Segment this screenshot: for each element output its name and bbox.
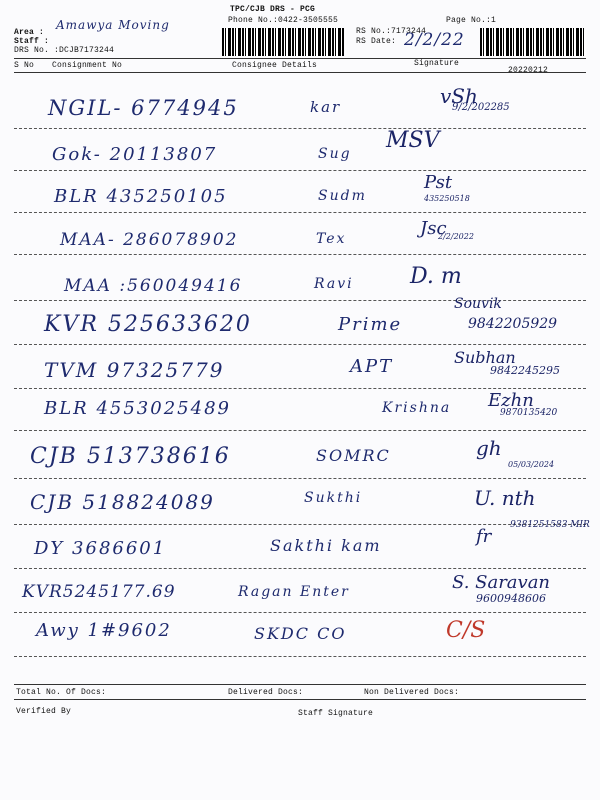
row-5-consignment: MAA :560049416 xyxy=(64,276,243,296)
phone-number: Phone No.:0422-3505555 xyxy=(228,16,339,25)
staff-label: Staff : xyxy=(14,37,50,46)
row-2-rule xyxy=(14,170,586,171)
rs-date-label: RS Date: xyxy=(356,37,397,46)
row-2-signature: MSV xyxy=(386,128,440,153)
row-3-rule xyxy=(14,212,586,213)
row-2-consignee: Sug xyxy=(318,146,352,162)
row-5-consignee: Ravi xyxy=(314,276,354,292)
row-8-consignee: Krishna xyxy=(382,400,452,416)
row-10-consignee: Sukthi xyxy=(304,490,363,506)
row-1-note: 9/2/202285 xyxy=(452,102,510,113)
rs-date-value: 2/2/22 xyxy=(404,30,465,50)
total-docs-label: Total No. Of Docs: xyxy=(16,688,107,697)
barcode-right xyxy=(480,28,586,56)
row-11-signature: fr xyxy=(476,526,492,547)
row-2-consignment: Gok- 20113807 xyxy=(52,144,218,165)
row-1-signature: vSh xyxy=(440,84,478,108)
row-10-signature: U. nth xyxy=(474,486,536,510)
row-13-consignee: SKDC CO xyxy=(254,624,347,643)
area-value: Amawya Moving xyxy=(56,18,170,32)
row-7-consignee: APT xyxy=(350,356,394,377)
drs-number: DRS No. :DCJB7173244 xyxy=(14,46,115,55)
row-9-note: 05/03/2024 xyxy=(508,460,555,469)
row-7-rule xyxy=(14,388,586,389)
page-number: Page No.:1 xyxy=(446,16,497,25)
row-4-consignment: MAA- 286078902 xyxy=(60,230,239,250)
staff-signature-label: Staff Signature xyxy=(298,709,374,718)
row-13-consignment: Awy 1#9602 xyxy=(36,620,172,641)
row-6-note: 9842205929 xyxy=(468,316,558,332)
col-consignee: Consignee Details xyxy=(232,61,318,70)
row-7-signature: Subhan xyxy=(454,348,516,367)
row-12-consignee: Ragan Enter xyxy=(238,584,350,600)
row-3-consignment: BLR 435250105 xyxy=(54,186,228,207)
row-5-signature: D. m xyxy=(410,264,462,289)
row-10-rule xyxy=(14,524,586,525)
footer-divider xyxy=(14,684,586,685)
row-6-rule xyxy=(14,344,586,345)
row-11-consignment: DY 3686601 xyxy=(34,538,167,559)
column-divider xyxy=(14,72,586,73)
row-8-note: 9870135420 xyxy=(500,408,558,418)
row-3-consignee: Sudm xyxy=(318,188,367,204)
row-3-note: 435250518 xyxy=(424,194,470,203)
row-11-consignee: Sakthi kam xyxy=(270,536,382,555)
doc-title: TPC/CJB DRS - PCG xyxy=(230,5,316,14)
row-6-consignment: KVR 525633620 xyxy=(44,312,252,337)
row-11-rule xyxy=(14,568,586,569)
row-4-note: 2/2/2022 xyxy=(438,232,474,241)
row-1-consignment: NGIL- 6774945 xyxy=(48,96,239,120)
row-9-consignee: SOMRC xyxy=(316,446,391,465)
area-label: Area : xyxy=(14,28,45,37)
rs-number: RS No.:7173244 xyxy=(356,27,427,36)
row-3-signature: Pst xyxy=(424,172,453,193)
row-8-consignment: BLR 4553025489 xyxy=(44,398,231,419)
row-8-rule xyxy=(14,430,586,431)
row-4-consignee: Tex xyxy=(316,231,347,247)
row-12-consignment: KVR5245177.69 xyxy=(22,582,176,602)
row-9-signature: gh xyxy=(476,436,502,460)
row-13-rule xyxy=(14,656,586,657)
row-12-note: 9600948606 xyxy=(476,592,546,605)
footer-divider-2 xyxy=(14,699,586,700)
row-12-signature: S. Saravan xyxy=(452,572,551,593)
verified-by-label: Verified By xyxy=(16,707,72,716)
row-13-signature: C/S xyxy=(446,618,486,643)
row-11-note: 9381251583 MIR xyxy=(510,520,590,530)
row-6-consignee: Prime xyxy=(338,314,403,335)
delivered-docs-label: Delivered Docs: xyxy=(228,688,304,697)
row-1-consignee: kar xyxy=(310,98,342,116)
barcode-left xyxy=(222,28,344,56)
row-7-consignment: TVM 97325779 xyxy=(44,358,225,382)
row-9-rule xyxy=(14,478,586,479)
row-10-consignment: CJB 518824089 xyxy=(30,490,215,514)
col-consignment: Consignment No xyxy=(52,61,123,70)
row-4-signature: Jsc xyxy=(420,218,447,239)
row-8-signature: Ezhn xyxy=(488,390,534,411)
non-delivered-docs-label: Non Delivered Docs: xyxy=(364,688,460,697)
row-6-signature: Souvik xyxy=(454,296,502,312)
row-1-rule xyxy=(14,128,586,129)
row-9-consignment: CJB 513738616 xyxy=(30,444,231,469)
col-signature: Signature xyxy=(414,59,460,68)
row-7-note: 9842245295 xyxy=(490,364,560,377)
header-divider xyxy=(14,58,586,59)
row-12-rule xyxy=(14,612,586,613)
col-sno: S No xyxy=(14,61,35,70)
date-stamp: 20220212 xyxy=(508,66,549,75)
row-4-rule xyxy=(14,254,586,255)
